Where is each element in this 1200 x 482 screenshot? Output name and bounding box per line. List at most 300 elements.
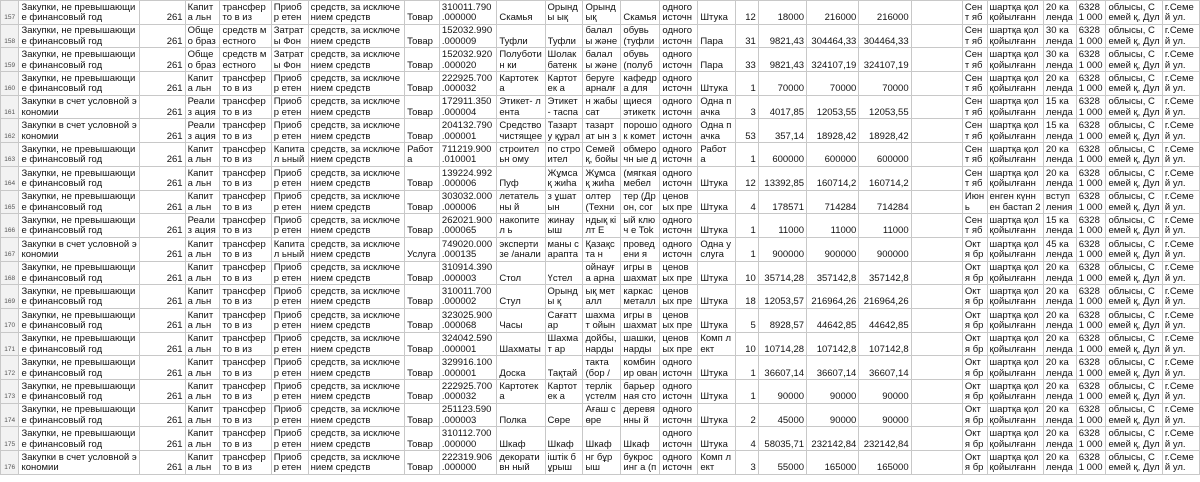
table-cell[interactable] bbox=[987, 403, 1043, 427]
table-cell[interactable] bbox=[1162, 119, 1199, 143]
table-cell[interactable] bbox=[1106, 261, 1162, 285]
table-cell[interactable] bbox=[987, 119, 1043, 143]
table-cell[interactable] bbox=[439, 451, 496, 475]
table-cell[interactable] bbox=[911, 261, 962, 285]
table-cell[interactable] bbox=[660, 190, 698, 214]
table-cell[interactable] bbox=[698, 24, 736, 48]
table-cell[interactable] bbox=[271, 48, 308, 72]
table-cell[interactable] bbox=[758, 380, 806, 404]
table-cell[interactable] bbox=[439, 95, 496, 119]
table-cell[interactable] bbox=[1106, 48, 1162, 72]
table-cell[interactable] bbox=[758, 427, 806, 451]
table-cell[interactable] bbox=[698, 48, 736, 72]
table-cell[interactable] bbox=[987, 1, 1043, 25]
table-cell[interactable] bbox=[497, 285, 545, 309]
table-cell[interactable] bbox=[185, 24, 220, 48]
table-cell[interactable] bbox=[621, 237, 660, 261]
table-cell[interactable] bbox=[962, 403, 987, 427]
table-cell[interactable] bbox=[308, 24, 404, 48]
table-cell[interactable] bbox=[859, 166, 911, 190]
table-cell[interactable] bbox=[1106, 237, 1162, 261]
table-cell[interactable] bbox=[911, 285, 962, 309]
table-cell[interactable] bbox=[1043, 143, 1076, 167]
table-cell[interactable] bbox=[140, 427, 185, 451]
table-cell[interactable] bbox=[271, 214, 308, 238]
row-number[interactable]: 174 bbox=[1, 403, 19, 427]
table-cell[interactable] bbox=[185, 1, 220, 25]
table-cell[interactable] bbox=[271, 261, 308, 285]
table-cell[interactable] bbox=[758, 190, 806, 214]
table-cell[interactable] bbox=[859, 332, 911, 356]
table-cell[interactable] bbox=[698, 451, 736, 475]
table-cell[interactable] bbox=[583, 237, 621, 261]
table-cell[interactable] bbox=[497, 166, 545, 190]
table-cell[interactable] bbox=[497, 119, 545, 143]
table-cell[interactable] bbox=[736, 451, 759, 475]
table-cell[interactable] bbox=[271, 143, 308, 167]
table-cell[interactable] bbox=[583, 214, 621, 238]
table-cell[interactable] bbox=[1043, 48, 1076, 72]
table-cell[interactable] bbox=[439, 356, 496, 380]
table-cell[interactable] bbox=[19, 190, 140, 214]
table-cell[interactable] bbox=[859, 48, 911, 72]
table-cell[interactable] bbox=[698, 143, 736, 167]
table-cell[interactable] bbox=[308, 403, 404, 427]
table-cell[interactable] bbox=[758, 72, 806, 96]
table-cell[interactable] bbox=[19, 119, 140, 143]
table-cell[interactable] bbox=[807, 403, 859, 427]
table-cell[interactable] bbox=[1106, 356, 1162, 380]
table-cell[interactable] bbox=[1106, 1, 1162, 25]
table-cell[interactable] bbox=[19, 72, 140, 96]
table-cell[interactable] bbox=[140, 451, 185, 475]
table-cell[interactable] bbox=[987, 285, 1043, 309]
table-cell[interactable] bbox=[583, 119, 621, 143]
table-cell[interactable] bbox=[405, 119, 440, 143]
table-cell[interactable] bbox=[807, 332, 859, 356]
table-cell[interactable] bbox=[1043, 1, 1076, 25]
table-cell[interactable] bbox=[220, 72, 271, 96]
table-cell[interactable] bbox=[185, 72, 220, 96]
table-cell[interactable] bbox=[736, 403, 759, 427]
table-cell[interactable] bbox=[545, 72, 583, 96]
table-cell[interactable] bbox=[583, 356, 621, 380]
table-cell[interactable] bbox=[220, 261, 271, 285]
table-cell[interactable] bbox=[1162, 237, 1199, 261]
table-cell[interactable] bbox=[911, 451, 962, 475]
table-cell[interactable] bbox=[962, 1, 987, 25]
table-cell[interactable] bbox=[698, 166, 736, 190]
table-cell[interactable] bbox=[583, 143, 621, 167]
table-cell[interactable] bbox=[962, 72, 987, 96]
table-cell[interactable] bbox=[758, 285, 806, 309]
table-cell[interactable] bbox=[439, 1, 496, 25]
table-cell[interactable] bbox=[1162, 95, 1199, 119]
table-cell[interactable] bbox=[220, 451, 271, 475]
table-cell[interactable] bbox=[1076, 24, 1106, 48]
table-cell[interactable] bbox=[497, 451, 545, 475]
table-cell[interactable] bbox=[19, 214, 140, 238]
table-cell[interactable] bbox=[1162, 1, 1199, 25]
table-cell[interactable] bbox=[1162, 24, 1199, 48]
table-cell[interactable] bbox=[1076, 285, 1106, 309]
table-cell[interactable] bbox=[660, 119, 698, 143]
table-cell[interactable] bbox=[736, 143, 759, 167]
table-cell[interactable] bbox=[859, 95, 911, 119]
table-cell[interactable] bbox=[621, 403, 660, 427]
table-cell[interactable] bbox=[583, 308, 621, 332]
table-cell[interactable] bbox=[621, 332, 660, 356]
table-cell[interactable] bbox=[405, 403, 440, 427]
table-cell[interactable] bbox=[271, 24, 308, 48]
table-cell[interactable] bbox=[660, 48, 698, 72]
row-number[interactable]: 161 bbox=[1, 95, 19, 119]
table-cell[interactable] bbox=[660, 214, 698, 238]
table-cell[interactable] bbox=[987, 143, 1043, 167]
table-cell[interactable] bbox=[271, 119, 308, 143]
table-cell[interactable] bbox=[660, 72, 698, 96]
table-cell[interactable] bbox=[185, 119, 220, 143]
table-cell[interactable] bbox=[19, 356, 140, 380]
row-number[interactable]: 169 bbox=[1, 285, 19, 309]
row-number[interactable]: 157 bbox=[1, 1, 19, 25]
table-cell[interactable] bbox=[271, 356, 308, 380]
table-cell[interactable] bbox=[698, 403, 736, 427]
table-cell[interactable] bbox=[405, 72, 440, 96]
table-cell[interactable] bbox=[439, 380, 496, 404]
table-cell[interactable] bbox=[962, 95, 987, 119]
table-cell[interactable] bbox=[698, 95, 736, 119]
row-number[interactable]: 164 bbox=[1, 166, 19, 190]
table-cell[interactable] bbox=[698, 285, 736, 309]
table-cell[interactable] bbox=[308, 285, 404, 309]
table-cell[interactable] bbox=[736, 190, 759, 214]
row-number[interactable]: 175 bbox=[1, 427, 19, 451]
table-cell[interactable] bbox=[859, 24, 911, 48]
table-cell[interactable] bbox=[271, 95, 308, 119]
table-cell[interactable] bbox=[962, 214, 987, 238]
table-cell[interactable] bbox=[758, 48, 806, 72]
table-cell[interactable] bbox=[405, 143, 440, 167]
table-cell[interactable] bbox=[621, 166, 660, 190]
table-cell[interactable] bbox=[698, 308, 736, 332]
table-cell[interactable] bbox=[660, 427, 698, 451]
table-cell[interactable] bbox=[220, 356, 271, 380]
table-cell[interactable] bbox=[807, 143, 859, 167]
table-cell[interactable] bbox=[583, 1, 621, 25]
row-number[interactable]: 167 bbox=[1, 237, 19, 261]
table-cell[interactable] bbox=[1162, 143, 1199, 167]
table-cell[interactable] bbox=[621, 24, 660, 48]
table-cell[interactable] bbox=[439, 427, 496, 451]
table-cell[interactable] bbox=[1106, 95, 1162, 119]
table-cell[interactable] bbox=[405, 380, 440, 404]
table-cell[interactable] bbox=[758, 24, 806, 48]
table-cell[interactable] bbox=[987, 72, 1043, 96]
table-cell[interactable] bbox=[1043, 190, 1076, 214]
table-cell[interactable] bbox=[911, 380, 962, 404]
table-cell[interactable] bbox=[758, 308, 806, 332]
table-cell[interactable] bbox=[140, 190, 185, 214]
table-cell[interactable] bbox=[911, 332, 962, 356]
row-number[interactable]: 173 bbox=[1, 380, 19, 404]
table-cell[interactable] bbox=[185, 214, 220, 238]
table-cell[interactable] bbox=[1043, 166, 1076, 190]
table-cell[interactable] bbox=[911, 119, 962, 143]
table-cell[interactable] bbox=[859, 1, 911, 25]
table-cell[interactable] bbox=[497, 380, 545, 404]
table-cell[interactable] bbox=[185, 403, 220, 427]
table-cell[interactable] bbox=[911, 72, 962, 96]
table-cell[interactable] bbox=[736, 285, 759, 309]
table-cell[interactable] bbox=[911, 214, 962, 238]
table-cell[interactable] bbox=[736, 166, 759, 190]
table-cell[interactable] bbox=[1043, 403, 1076, 427]
table-cell[interactable] bbox=[698, 261, 736, 285]
table-cell[interactable] bbox=[1043, 285, 1076, 309]
table-cell[interactable] bbox=[1162, 403, 1199, 427]
table-cell[interactable] bbox=[405, 308, 440, 332]
table-cell[interactable] bbox=[987, 332, 1043, 356]
table-cell[interactable] bbox=[497, 1, 545, 25]
table-cell[interactable] bbox=[660, 451, 698, 475]
row-number[interactable]: 165 bbox=[1, 190, 19, 214]
table-cell[interactable] bbox=[758, 261, 806, 285]
table-cell[interactable] bbox=[271, 237, 308, 261]
table-cell[interactable] bbox=[987, 95, 1043, 119]
table-cell[interactable] bbox=[439, 214, 496, 238]
table-cell[interactable] bbox=[405, 1, 440, 25]
table-cell[interactable] bbox=[1043, 356, 1076, 380]
table-cell[interactable] bbox=[583, 24, 621, 48]
table-cell[interactable] bbox=[308, 190, 404, 214]
table-cell[interactable] bbox=[271, 1, 308, 25]
table-cell[interactable] bbox=[1043, 214, 1076, 238]
table-cell[interactable] bbox=[220, 119, 271, 143]
row-number[interactable]: 162 bbox=[1, 119, 19, 143]
table-cell[interactable] bbox=[439, 166, 496, 190]
table-cell[interactable] bbox=[19, 403, 140, 427]
table-cell[interactable] bbox=[736, 214, 759, 238]
table-cell[interactable] bbox=[807, 380, 859, 404]
table-cell[interactable] bbox=[621, 190, 660, 214]
table-cell[interactable] bbox=[621, 285, 660, 309]
table-cell[interactable] bbox=[1162, 332, 1199, 356]
table-cell[interactable] bbox=[220, 308, 271, 332]
table-cell[interactable] bbox=[859, 214, 911, 238]
table-cell[interactable] bbox=[185, 95, 220, 119]
table-cell[interactable] bbox=[1076, 427, 1106, 451]
table-cell[interactable] bbox=[987, 308, 1043, 332]
table-cell[interactable] bbox=[1076, 332, 1106, 356]
table-cell[interactable] bbox=[308, 332, 404, 356]
row-number[interactable]: 171 bbox=[1, 332, 19, 356]
table-cell[interactable] bbox=[19, 166, 140, 190]
table-cell[interactable] bbox=[1162, 451, 1199, 475]
table-cell[interactable] bbox=[185, 451, 220, 475]
table-cell[interactable] bbox=[185, 261, 220, 285]
table-cell[interactable] bbox=[439, 24, 496, 48]
table-cell[interactable] bbox=[911, 308, 962, 332]
table-cell[interactable] bbox=[807, 285, 859, 309]
table-cell[interactable] bbox=[736, 119, 759, 143]
table-cell[interactable] bbox=[1076, 72, 1106, 96]
table-cell[interactable] bbox=[1076, 119, 1106, 143]
table-cell[interactable] bbox=[220, 214, 271, 238]
table-cell[interactable] bbox=[497, 24, 545, 48]
table-cell[interactable] bbox=[1106, 143, 1162, 167]
table-cell[interactable] bbox=[962, 451, 987, 475]
table-cell[interactable] bbox=[545, 261, 583, 285]
table-cell[interactable] bbox=[1106, 380, 1162, 404]
table-cell[interactable] bbox=[1043, 72, 1076, 96]
table-cell[interactable] bbox=[962, 308, 987, 332]
table-cell[interactable] bbox=[1043, 427, 1076, 451]
table-cell[interactable] bbox=[583, 332, 621, 356]
table-cell[interactable] bbox=[185, 427, 220, 451]
table-cell[interactable] bbox=[545, 403, 583, 427]
table-cell[interactable] bbox=[807, 427, 859, 451]
table-cell[interactable] bbox=[911, 1, 962, 25]
row-number[interactable]: 160 bbox=[1, 72, 19, 96]
table-cell[interactable] bbox=[962, 332, 987, 356]
table-cell[interactable] bbox=[583, 72, 621, 96]
table-cell[interactable] bbox=[1076, 451, 1106, 475]
table-cell[interactable] bbox=[545, 332, 583, 356]
table-cell[interactable] bbox=[698, 237, 736, 261]
table-cell[interactable] bbox=[545, 214, 583, 238]
table-cell[interactable] bbox=[220, 380, 271, 404]
table-cell[interactable] bbox=[1076, 356, 1106, 380]
table-cell[interactable] bbox=[758, 143, 806, 167]
table-cell[interactable] bbox=[736, 95, 759, 119]
table-cell[interactable] bbox=[1106, 285, 1162, 309]
table-cell[interactable] bbox=[308, 72, 404, 96]
table-cell[interactable] bbox=[1043, 261, 1076, 285]
table-cell[interactable] bbox=[583, 190, 621, 214]
table-cell[interactable] bbox=[660, 356, 698, 380]
table-cell[interactable] bbox=[140, 285, 185, 309]
table-cell[interactable] bbox=[621, 143, 660, 167]
table-cell[interactable] bbox=[140, 308, 185, 332]
table-cell[interactable] bbox=[859, 427, 911, 451]
table-cell[interactable] bbox=[698, 356, 736, 380]
table-cell[interactable] bbox=[497, 72, 545, 96]
table-cell[interactable] bbox=[1162, 261, 1199, 285]
table-cell[interactable] bbox=[308, 48, 404, 72]
table-cell[interactable] bbox=[140, 119, 185, 143]
table-cell[interactable] bbox=[621, 427, 660, 451]
table-cell[interactable] bbox=[736, 308, 759, 332]
row-number[interactable]: 163 bbox=[1, 143, 19, 167]
table-cell[interactable] bbox=[698, 1, 736, 25]
table-cell[interactable] bbox=[807, 24, 859, 48]
table-cell[interactable] bbox=[660, 1, 698, 25]
table-cell[interactable] bbox=[962, 380, 987, 404]
table-cell[interactable] bbox=[220, 95, 271, 119]
table-cell[interactable] bbox=[660, 285, 698, 309]
table-cell[interactable] bbox=[308, 237, 404, 261]
table-cell[interactable] bbox=[1106, 72, 1162, 96]
table-cell[interactable] bbox=[807, 166, 859, 190]
table-cell[interactable] bbox=[987, 380, 1043, 404]
table-cell[interactable] bbox=[308, 356, 404, 380]
table-cell[interactable] bbox=[140, 403, 185, 427]
table-cell[interactable] bbox=[220, 403, 271, 427]
table-cell[interactable] bbox=[698, 214, 736, 238]
table-cell[interactable] bbox=[545, 48, 583, 72]
table-cell[interactable] bbox=[859, 403, 911, 427]
table-cell[interactable] bbox=[736, 48, 759, 72]
table-cell[interactable] bbox=[621, 356, 660, 380]
table-cell[interactable] bbox=[19, 237, 140, 261]
table-cell[interactable] bbox=[271, 332, 308, 356]
table-cell[interactable] bbox=[621, 308, 660, 332]
table-cell[interactable] bbox=[308, 451, 404, 475]
table-cell[interactable] bbox=[859, 190, 911, 214]
table-cell[interactable] bbox=[962, 166, 987, 190]
table-cell[interactable] bbox=[220, 48, 271, 72]
table-cell[interactable] bbox=[736, 1, 759, 25]
table-cell[interactable] bbox=[987, 24, 1043, 48]
table-cell[interactable] bbox=[497, 261, 545, 285]
table-cell[interactable] bbox=[220, 427, 271, 451]
table-cell[interactable] bbox=[1076, 237, 1106, 261]
table-cell[interactable] bbox=[545, 285, 583, 309]
table-cell[interactable] bbox=[859, 308, 911, 332]
table-cell[interactable] bbox=[405, 95, 440, 119]
table-cell[interactable] bbox=[308, 119, 404, 143]
table-cell[interactable] bbox=[1162, 427, 1199, 451]
table-cell[interactable] bbox=[911, 403, 962, 427]
table-cell[interactable] bbox=[405, 237, 440, 261]
table-cell[interactable] bbox=[660, 24, 698, 48]
table-cell[interactable] bbox=[621, 380, 660, 404]
table-cell[interactable] bbox=[220, 1, 271, 25]
table-cell[interactable] bbox=[660, 332, 698, 356]
table-cell[interactable] bbox=[19, 261, 140, 285]
table-cell[interactable] bbox=[1076, 48, 1106, 72]
table-cell[interactable] bbox=[698, 427, 736, 451]
table-cell[interactable] bbox=[1106, 214, 1162, 238]
table-cell[interactable] bbox=[185, 143, 220, 167]
table-cell[interactable] bbox=[660, 143, 698, 167]
table-cell[interactable] bbox=[736, 237, 759, 261]
table-cell[interactable] bbox=[308, 380, 404, 404]
table-cell[interactable] bbox=[439, 308, 496, 332]
table-cell[interactable] bbox=[1106, 451, 1162, 475]
table-cell[interactable] bbox=[1043, 237, 1076, 261]
table-cell[interactable] bbox=[497, 308, 545, 332]
table-cell[interactable] bbox=[185, 356, 220, 380]
table-cell[interactable] bbox=[807, 451, 859, 475]
table-cell[interactable] bbox=[439, 237, 496, 261]
table-cell[interactable] bbox=[497, 403, 545, 427]
table-cell[interactable] bbox=[405, 451, 440, 475]
table-cell[interactable] bbox=[308, 214, 404, 238]
table-cell[interactable] bbox=[271, 403, 308, 427]
table-cell[interactable] bbox=[583, 451, 621, 475]
table-cell[interactable] bbox=[583, 48, 621, 72]
table-cell[interactable] bbox=[1043, 308, 1076, 332]
table-cell[interactable] bbox=[497, 237, 545, 261]
table-cell[interactable] bbox=[736, 380, 759, 404]
table-cell[interactable] bbox=[660, 308, 698, 332]
table-cell[interactable] bbox=[308, 261, 404, 285]
table-cell[interactable] bbox=[758, 403, 806, 427]
table-cell[interactable] bbox=[758, 95, 806, 119]
table-cell[interactable] bbox=[185, 308, 220, 332]
